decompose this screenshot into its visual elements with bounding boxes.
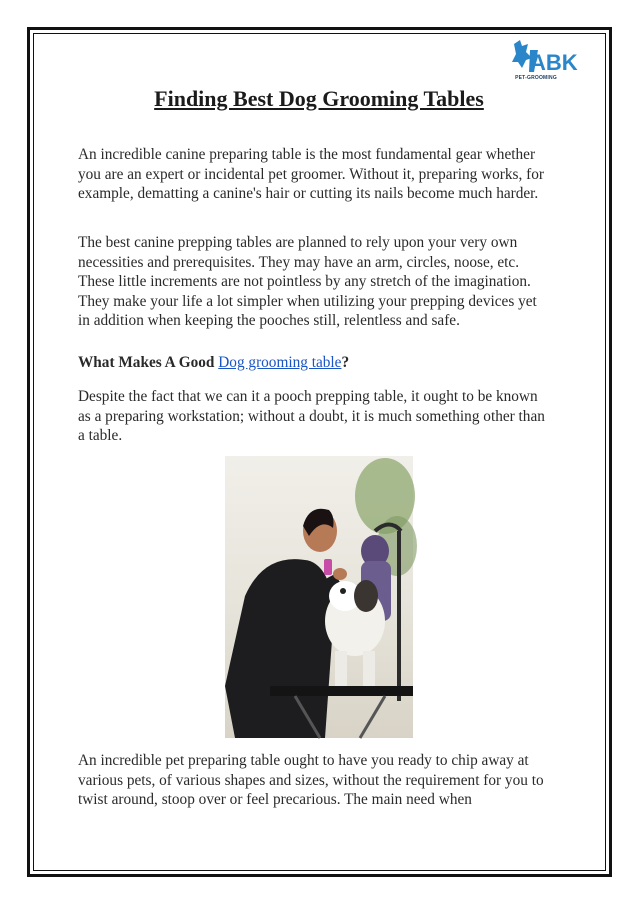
paragraph-intro: An incredible canine preparing table is the most fundamental gear whether you are an expert or incidental pet groomer. Without it, preparing works, for example, dematting a canine's hair or cutting its nails become much harder.	[78, 146, 544, 202]
heading-suffix: ?	[341, 354, 350, 371]
dog-grooming-table-link[interactable]: Dog grooming table	[218, 354, 342, 371]
page-title: Finding Best Dog Grooming Tables	[154, 86, 484, 111]
logo-caption: PET-GROOMING	[515, 75, 557, 81]
section-heading	[78, 353, 548, 373]
paragraph-best-tables: The best canine prepping tables are planned to rely upon your very own necessities and prerequisites. They may have an arm, circles, noose, etc. These little increments are not pointless by any stretch of the imagination. They make your life a lot simpler when utilizing your prepping devices yet in addition when keeping the pooches still, relentless and safe.	[78, 234, 537, 329]
paragraph-requirements: An incredible pet preparing table ought to have you ready to chip away at various pets, of various shapes and sizes, without the requirement for you to twist around, stoop over or feel precarious. The main need when	[78, 752, 544, 808]
heading-prefix: What Makes A Good	[78, 354, 219, 371]
grooming-photo	[225, 456, 413, 738]
paragraph-workstation: Despite the fact that we can it a pooch prepping table, it ought to be known as a preparing workstation; without a doubt, it is much something other than a table.	[78, 388, 545, 444]
logo-letters: ABK	[530, 50, 578, 75]
